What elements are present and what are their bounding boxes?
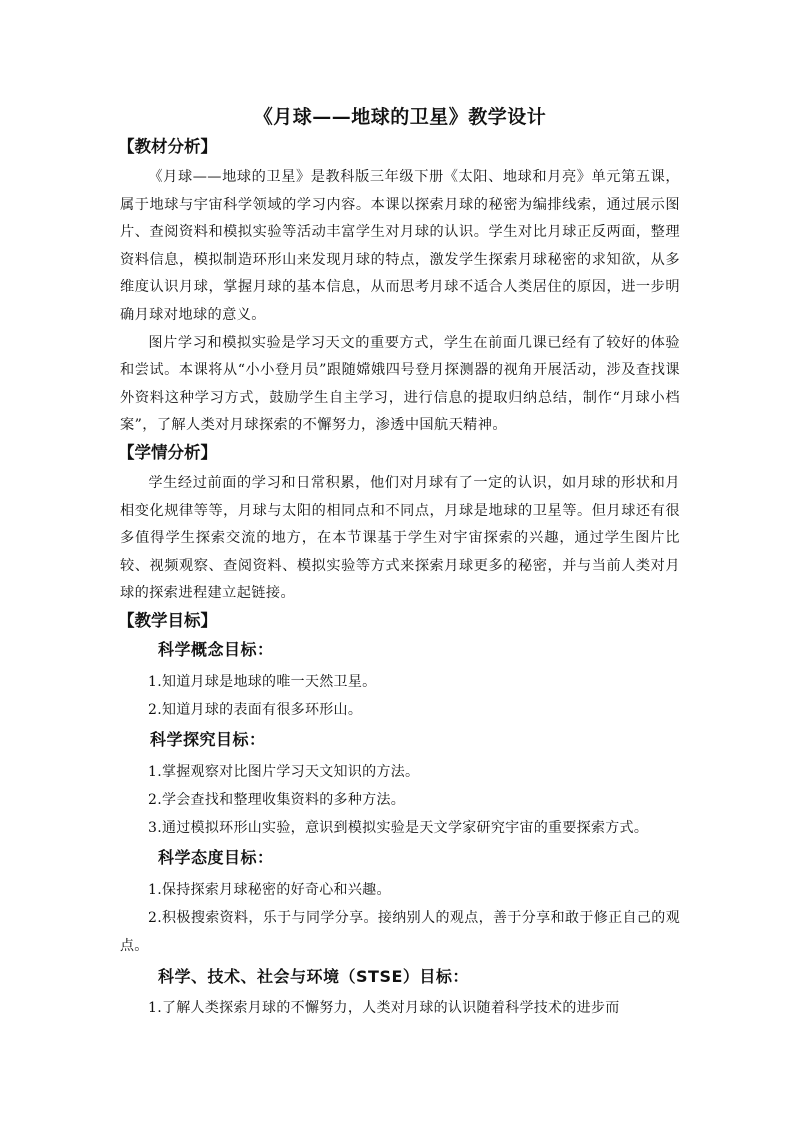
inquiry-goal-item-3: 3.通过模拟环形山实验，意识到模拟实验是天文学家研究宇宙的重要探索方式。	[148, 819, 649, 836]
attitude-goal-heading: 科学态度目标：	[158, 847, 274, 867]
material-analysis-paragraph-2: 图片学习和模拟实验是学习天文的重要方式，学生在前面几课已经有了较好的体验和尝试。本课将从“小小登月员”跟随嫦娥四号登月探测器的视角开展活动，涉及查找课外资料这种学习方式，鼓励学生自主学习，进行信息的提取归纳总结，制作“月球小档案”，了解人类对月球探索的不懈努力，渗透中国航天精神。	[120, 334, 680, 434]
concept-goal-item-1: 1.知道月球是地球的唯一天然卫星。	[148, 673, 377, 690]
section-heading-material-analysis: 【教材分析】	[118, 137, 217, 156]
material-analysis-paragraph-1: 《月球——地球的卫星》是教科版三年级下册《太阳、地球和月亮》单元第五课，属于地球与宇宙科学领域的学习内容。本课以探索月球的秘密为编排线索，通过展示图片、查阅资料和模拟实验等活动丰富学生对月球的认识。学生对比月球正反两面，整理资料信息，模拟制造环形山来发现月球的特点，激发学生探索月球秘密的求知欲，从多维度认识月球，掌握月球的基本信息，从而思考月球不适合人类居住的原因，进一步明确月球对地球的意义。	[120, 169, 680, 323]
document-title: 《月球——地球的卫星》教学设计	[253, 106, 547, 128]
student-analysis-paragraph-1: 学生经过前面的学习和日常积累，他们对月球有了一定的认识，如月球的形状和月相变化规律等等，月球与太阳的相同点和不同点，月球是地球的卫星等。但月球还有很多值得学生探索交流的地方，在本节课基于学生对宇宙探索的兴趣，通过学生图片比较、视频观察、查阅资料、模拟实验等方式来探索月球更多的秘密，并与当前人类对月球的探索进程建立起链接。	[120, 474, 680, 602]
inquiry-goal-heading: 科学探究目标：	[150, 729, 266, 749]
stse-goal-heading: 科学、技术、社会与环境（STSE）目标：	[158, 966, 469, 986]
section-heading-objectives: 【教学目标】	[118, 610, 217, 630]
inquiry-goal-item-2: 2.学会查找和整理收集资料的多种方法。	[148, 791, 406, 808]
attitude-goal-item-1: 1.保持探索月球秘密的好奇心和兴趣。	[148, 881, 391, 898]
concept-goal-item-2: 2.知道月球的表面有很多环形山。	[148, 701, 363, 718]
concept-goal-heading: 科学概念目标：	[158, 639, 274, 659]
attitude-goal-item-2: 2.积极搜索资料，乐于与同学分享。接纳别人的观点，善于分享和敢于修正自己的观点。	[120, 909, 680, 954]
document-page	[120, 100, 680, 1022]
section-heading-student-analysis: 【学情分析】	[118, 442, 217, 462]
stse-goal-item-1: 1.了解人类探索月球的不懈努力，人类对月球的认识随着科学技术的进步而	[148, 999, 620, 1016]
inquiry-goal-item-1: 1.掌握观察对比图片学习天文知识的方法。	[148, 763, 420, 780]
